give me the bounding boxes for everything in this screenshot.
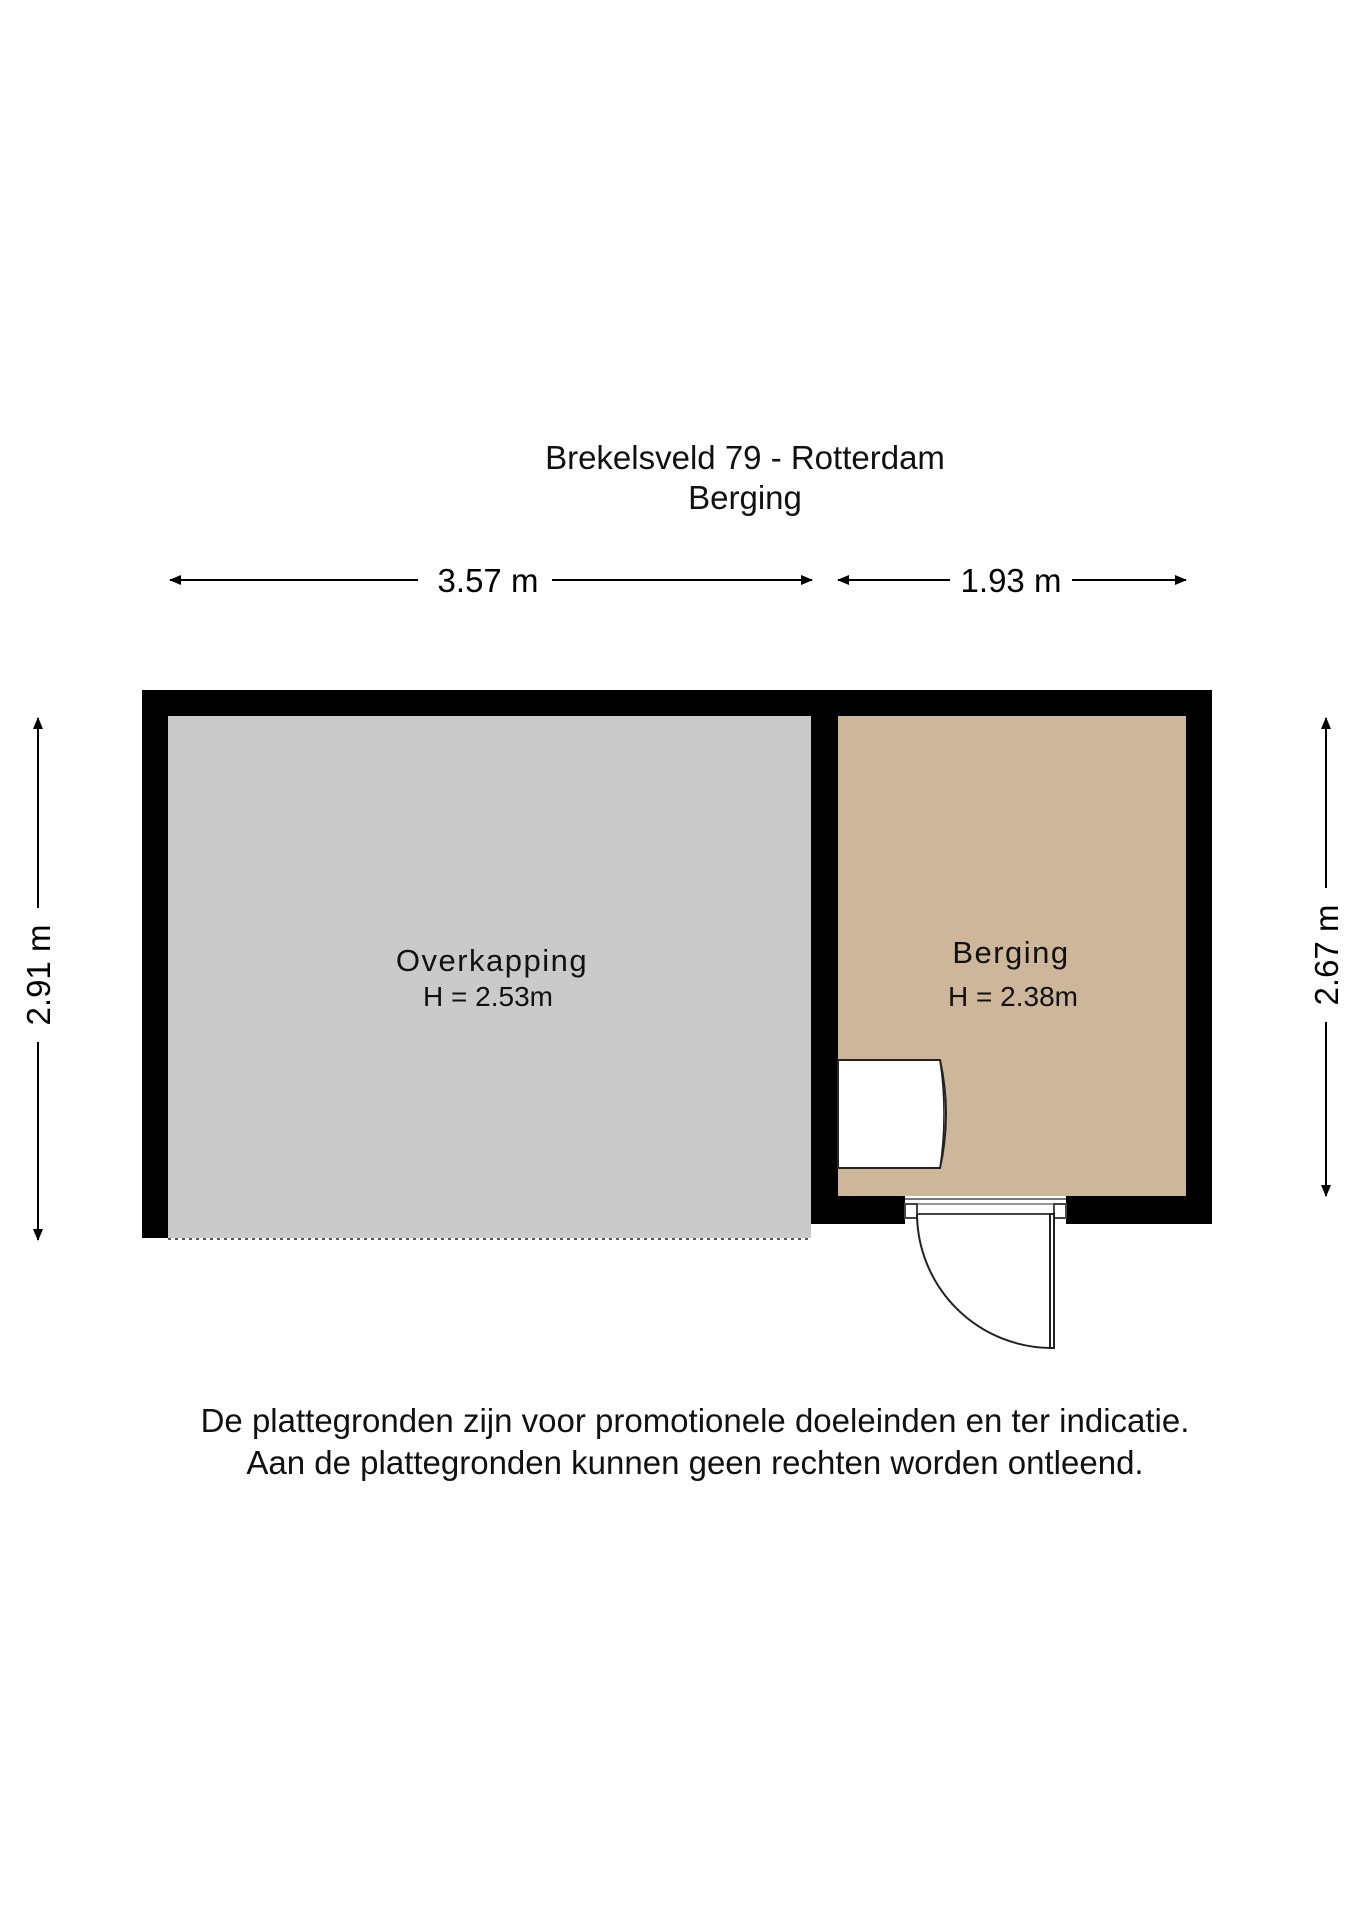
disclaimer-line-1: De plattegronden zijn voor promotionele doeleinden en ter indicatie. — [200, 1402, 1190, 1439]
wall-right — [1186, 690, 1212, 1224]
dimension-label: 1.93 m — [960, 562, 1062, 599]
dimension-label: 2.67 m — [1308, 904, 1345, 1006]
dimension-width-left — [170, 562, 812, 599]
wall-divider — [811, 716, 838, 1224]
room-overkapping-height: H = 2.53m — [423, 981, 553, 1012]
wall-left — [142, 690, 168, 1238]
wall-bottom-right — [1066, 1196, 1212, 1224]
door-jamb — [1054, 1204, 1066, 1218]
wall-bottom-left — [811, 1196, 905, 1224]
dimension-height-right — [1308, 718, 1345, 1196]
washing-machine-icon — [838, 1060, 946, 1168]
wall-top — [142, 690, 1212, 716]
door-jamb — [905, 1204, 917, 1218]
dimension-label: 2.91 m — [20, 924, 57, 1026]
disclaimer-line-2: Aan de plattegronden kunnen geen rechten worden ontleend. — [246, 1444, 1144, 1481]
room-berging-height: H = 2.38m — [948, 981, 1078, 1012]
door-swing-arc — [917, 1214, 1052, 1348]
dimension-label: 3.57 m — [437, 562, 539, 599]
door-frame — [905, 1199, 1066, 1218]
address-title: Brekelsveld 79 - Rotterdam — [545, 439, 945, 476]
door-leaf — [1050, 1214, 1054, 1348]
room-overkapping-name: Overkapping — [395, 943, 589, 978]
dimension-width-right — [838, 562, 1186, 599]
floor-title: Berging — [688, 479, 802, 516]
dimension-height-left — [20, 718, 57, 1240]
disclaimer — [0, 1400, 1358, 1484]
room-berging-name: Berging — [952, 935, 1070, 970]
